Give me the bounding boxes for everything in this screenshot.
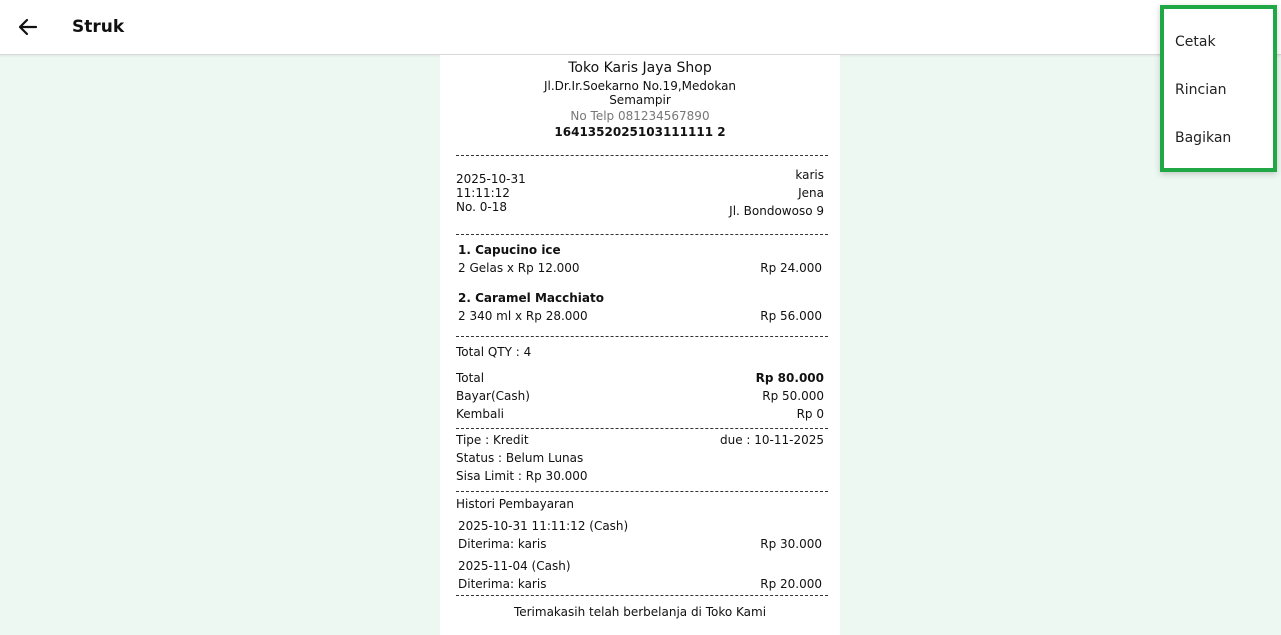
history-amount: Rp 20.000 bbox=[760, 577, 822, 591]
receipt-code: 1641352025103111111 2 bbox=[554, 125, 726, 139]
receipt-number: No. 0-18 bbox=[456, 200, 507, 214]
divider bbox=[456, 336, 828, 337]
total-value: Rp 80.000 bbox=[755, 371, 824, 385]
total-label: Total bbox=[456, 371, 485, 385]
page-title: Struk bbox=[72, 17, 125, 37]
shop-address bbox=[440, 79, 840, 107]
cashier-name: karis bbox=[795, 168, 824, 182]
menu-item-bagikan[interactable]: Bagikan bbox=[1175, 130, 1232, 146]
item-name: 2. Caramel Macchiato bbox=[458, 291, 604, 305]
payment-status: Status : Belum Lunas bbox=[456, 451, 584, 465]
item-subtotal: Rp 56.000 bbox=[760, 309, 822, 323]
customer-name: Jena bbox=[798, 186, 824, 200]
payment-type: Tipe : Kredit bbox=[456, 433, 529, 447]
item-subtotal: Rp 24.000 bbox=[760, 261, 822, 275]
divider bbox=[456, 428, 828, 429]
history-received: Diterima: karis bbox=[458, 577, 547, 591]
history-date: 2025-10-31 11:11:12 (Cash) bbox=[458, 519, 629, 533]
receipt-date: 2025-10-31 bbox=[456, 172, 526, 186]
divider bbox=[456, 491, 828, 492]
change-value: Rp 0 bbox=[796, 407, 824, 421]
shop-address-line2: Semampir bbox=[609, 93, 671, 107]
divider bbox=[456, 155, 828, 156]
history-title: Histori Pembayaran bbox=[456, 497, 574, 511]
total-qty: Total QTY : 4 bbox=[456, 345, 532, 359]
item-detail: 2 340 ml x Rp 28.000 bbox=[458, 309, 588, 323]
history-date: 2025-11-04 (Cash) bbox=[458, 559, 571, 573]
shop-phone: No Telp 081234567890 bbox=[570, 109, 710, 123]
history-amount: Rp 30.000 bbox=[760, 537, 822, 551]
remaining-limit: Sisa Limit : Rp 30.000 bbox=[456, 469, 588, 483]
menu-item-cetak[interactable]: Cetak bbox=[1175, 34, 1216, 50]
change-label: Kembali bbox=[456, 407, 504, 421]
customer-address: Jl. Bondowoso 9 bbox=[729, 204, 824, 218]
paid-label: Bayar(Cash) bbox=[456, 389, 530, 403]
divider bbox=[456, 595, 828, 596]
item-name: 1. Capucino ice bbox=[458, 243, 561, 257]
shop-address-line1: Jl.Dr.Ir.Soekarno No.19,Medokan bbox=[543, 79, 737, 93]
paid-value: Rp 50.000 bbox=[762, 389, 824, 403]
receipt-time: 11:11:12 bbox=[456, 186, 510, 200]
receipt bbox=[440, 55, 840, 635]
due-date: due : 10-11-2025 bbox=[719, 433, 824, 447]
back-arrow-icon[interactable] bbox=[14, 13, 42, 41]
divider bbox=[456, 234, 828, 235]
app-bar bbox=[0, 0, 1281, 55]
history-received: Diterima: karis bbox=[458, 537, 547, 551]
overflow-menu bbox=[1160, 5, 1277, 172]
shop-name: Toko Karis Jaya Shop bbox=[568, 60, 712, 76]
footer-message: Terimakasih telah berbelanja di Toko Kami bbox=[513, 605, 767, 619]
item-detail: 2 Gelas x Rp 12.000 bbox=[458, 261, 580, 275]
menu-item-rincian[interactable]: Rincian bbox=[1175, 82, 1227, 98]
